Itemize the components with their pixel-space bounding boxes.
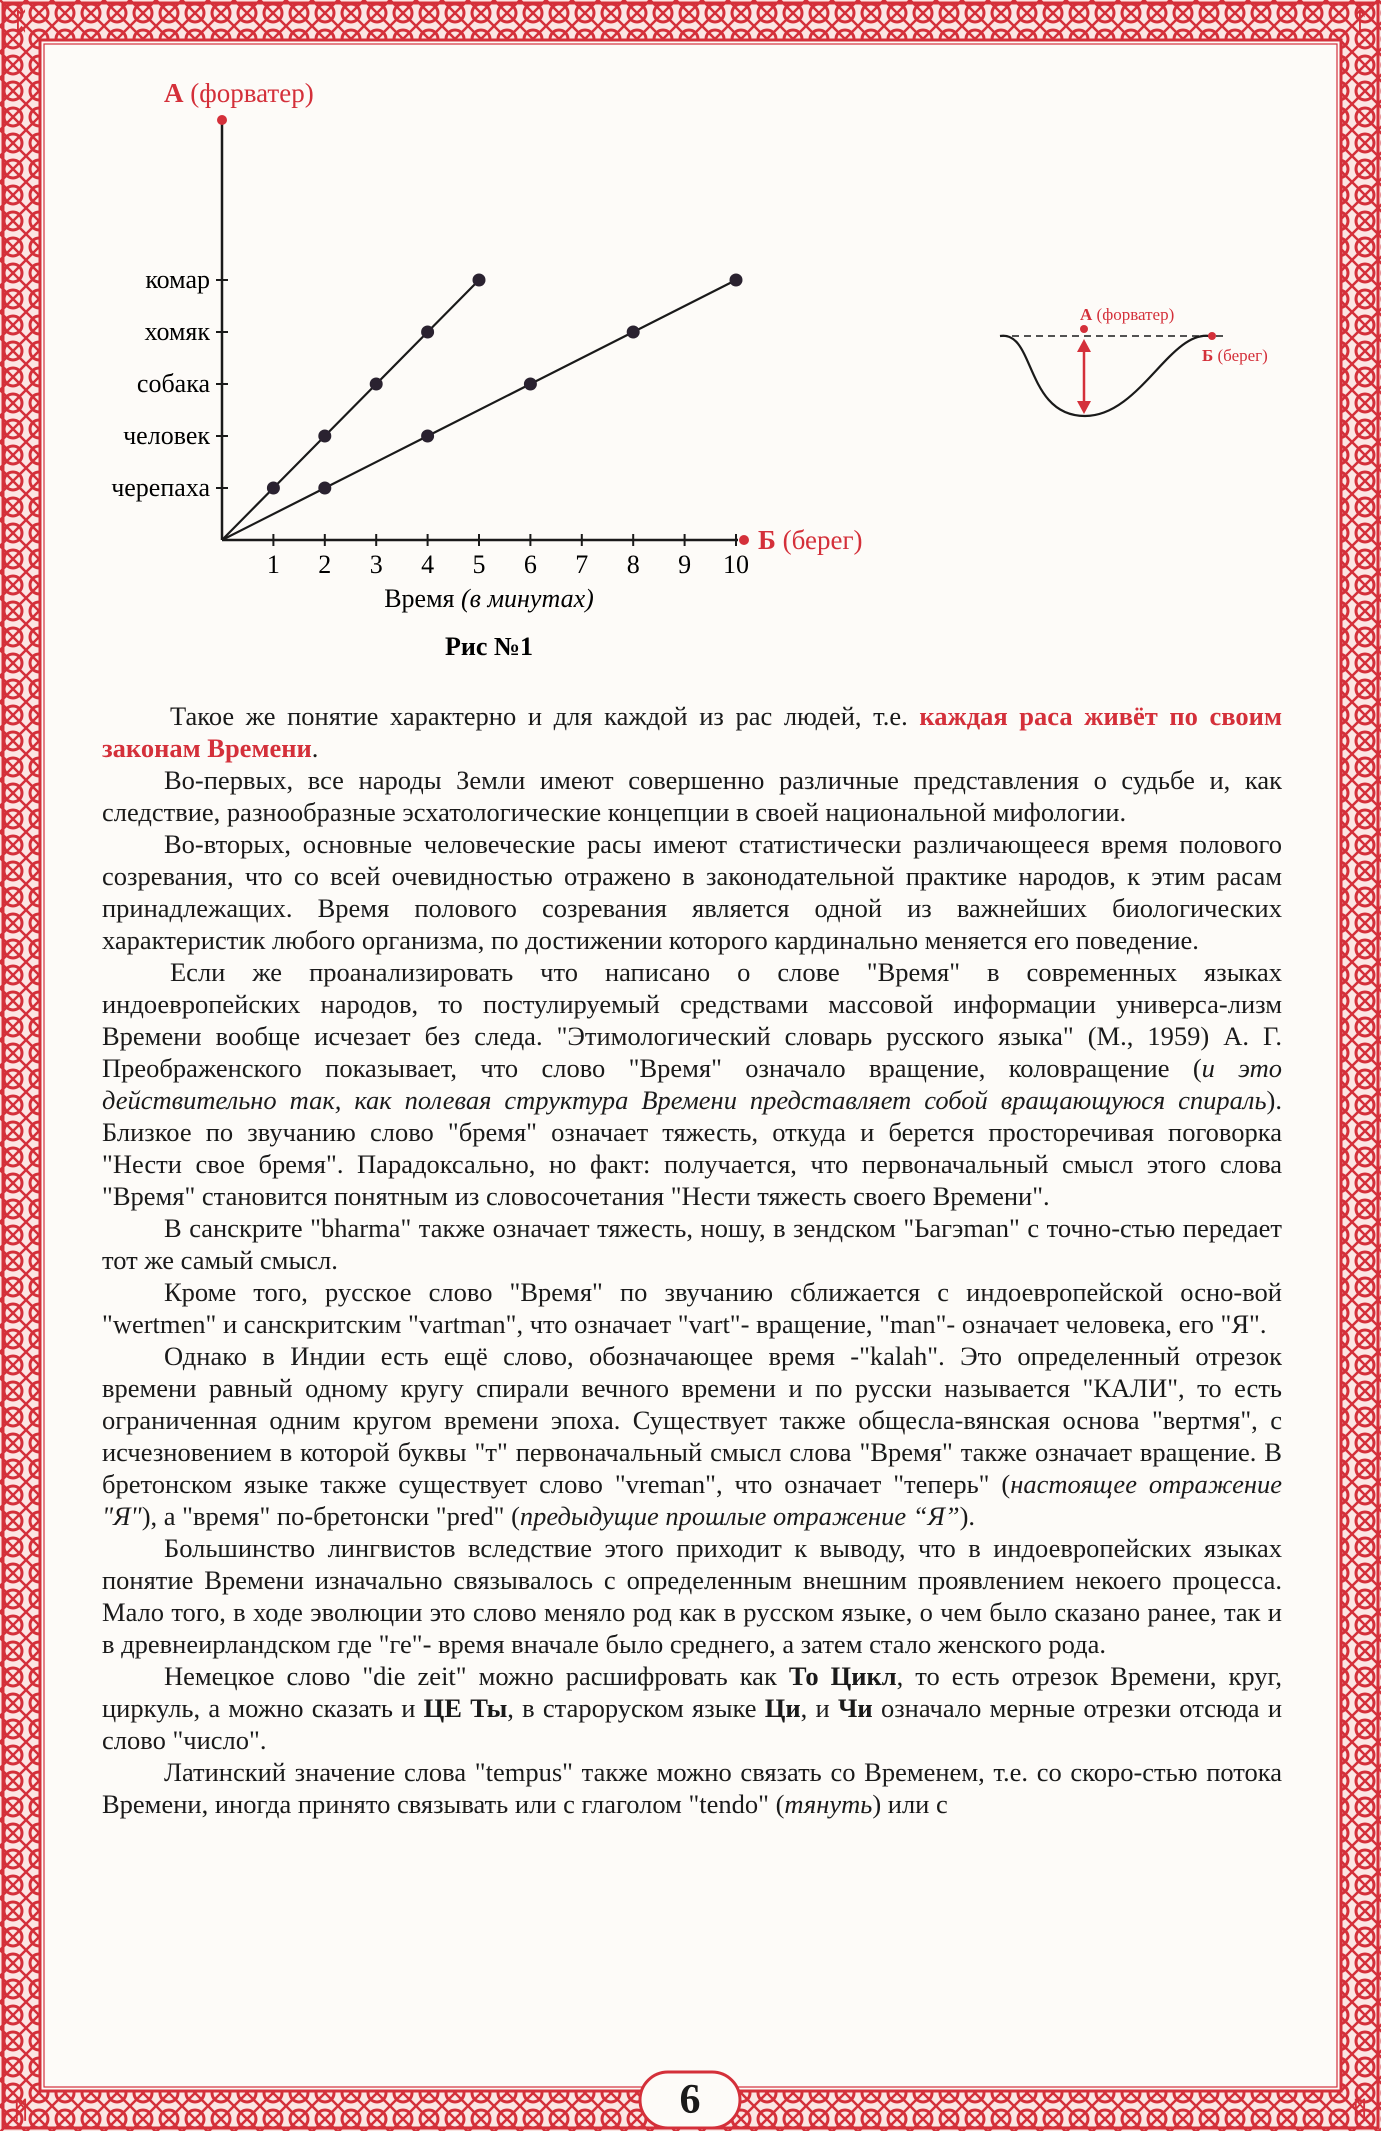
- paragraph-10: [102, 1756, 1282, 1820]
- data-point: [421, 326, 434, 339]
- text-run: Чи: [837, 1693, 873, 1723]
- x-axis-end-label: [758, 525, 863, 555]
- text-run: ). Близкое по звучанию слово "бремя" означает тяжесть, откуда и берется просторечивая поговорка "Нести свое бремя". Парадоксально, но факт: получается, что первоначальный смысл этого слова "Время" становится понятным из словосочетания "Нести тяжесть своего Времени".: [102, 1085, 1282, 1211]
- text-run: и это действительно так, как полевая структура Времени представляет собой вращающуюся спираль: [102, 1053, 1282, 1115]
- paragraph-1: [102, 700, 1282, 764]
- x-tick-label: 5: [472, 550, 486, 579]
- data-point: [730, 274, 743, 287]
- paragraph-8: [102, 1532, 1282, 1660]
- inset-label-b-letter: Б: [1202, 346, 1214, 365]
- y-tick-label: черепаха: [111, 473, 210, 502]
- text-run: Если же проанализировать что написано о слове "Время" в современных языках индоевропейских народов, то постулируемый средствами массовой информации универса-лизм Времени вообще исчезает без следа. "Этимологический словарь русского языка" (М., 1959) А. Г. Преображенского показывает, что слово "Время" означало вращение, коловращение (: [102, 957, 1282, 1083]
- x-axis-title-italic: (в минутах): [461, 584, 594, 613]
- data-point: [318, 430, 331, 443]
- x-tick-label: 10: [723, 550, 749, 579]
- text-run: , в староруском языке: [507, 1693, 765, 1723]
- x-tick-label: 9: [678, 550, 692, 579]
- inset-label-a-letter: А: [1080, 305, 1093, 324]
- x-tick-label: 6: [523, 550, 537, 579]
- text-run: Латинский значение слова "tempus" также можно связать со Временем, т.е. со скоро-стью потока Времени, иногда принято связывать или с глаголом "tendo" (: [102, 1757, 1282, 1819]
- inset-label-a: [1080, 305, 1174, 324]
- text-run: Большинство лингвистов вследствие этого приходит к выводу, что в индоевропейских языках понятие Времени изначально связывалось с определенным внешним проявлением некоего процесса. Мало того, в ходе эволюции это слово меняло род как в русском языке, о чем было сказано ранее, так и в древнеирландском где "ге"- время вначале было среднего, а затем стало женского рода.: [102, 1533, 1282, 1659]
- paragraph-2: [102, 764, 1282, 828]
- text-run: ЦЕ Ты: [423, 1693, 508, 1723]
- inset-point-a: [1080, 325, 1088, 333]
- x-axis-title-main: Время: [384, 584, 462, 613]
- text-run: ), а "время" по-бретонски "pred" (: [141, 1501, 520, 1531]
- x-tick-label: 7: [575, 550, 589, 579]
- series-line-line-2: [222, 280, 736, 540]
- figure-caption: Рис №1: [444, 632, 534, 661]
- paragraph-9: [102, 1660, 1282, 1756]
- text-run: Во-первых, все народы Земли имеют совершенно различные представления о судьбе и, как следствие, разнообразные эсхатологические концепции в своей национальной мифологии.: [102, 765, 1282, 827]
- x-tick-label: 4: [421, 550, 435, 579]
- data-point: [370, 378, 383, 391]
- paragraph-6: [102, 1276, 1282, 1340]
- inset-point-b: [1208, 332, 1216, 340]
- paragraph-5: [102, 1212, 1282, 1276]
- data-point: [421, 430, 434, 443]
- corner-rune-bottom-left: ᛗ: [13, 2096, 29, 2124]
- data-point: [627, 326, 640, 339]
- corner-rune-top-left: ᛈ: [13, 7, 29, 35]
- text-run: Ци: [764, 1693, 801, 1723]
- y-axis-end-label: [164, 78, 314, 108]
- x-axis-title: [384, 584, 594, 613]
- paragraph-3: [102, 828, 1282, 956]
- x-axis-end-letter: Б: [758, 525, 776, 555]
- text-run: ) или с: [872, 1789, 948, 1819]
- corner-rune-bottom-right: ᛗ: [1352, 2096, 1368, 2124]
- y-tick-label: человек: [123, 421, 210, 450]
- article-text: [102, 700, 1282, 1820]
- x-tick-label: 2: [318, 550, 332, 579]
- text-run: Немецкое слово "die zeit" можно расшифровать как: [164, 1661, 789, 1691]
- y-tick-label: хомяк: [144, 317, 210, 346]
- inset-riverbed: [1000, 336, 1210, 416]
- inset-label-b-text: (берег): [1213, 346, 1268, 365]
- data-point: [524, 378, 537, 391]
- paragraph-4: [102, 956, 1282, 1212]
- corner-rune-top-right: ᛏ: [1352, 7, 1368, 35]
- series-line-line-1: [222, 280, 479, 540]
- x-tick-label: 1: [266, 550, 280, 579]
- text-run: Кроме того, русское слово "Время" по звучанию сближается с индоевропейской осно-вой "wertmen" и санскритским "vartman", что означает "vart"- вращение, "man"- означает человека, его "Я".: [102, 1277, 1282, 1339]
- x-tick-label: 3: [369, 550, 383, 579]
- data-point: [318, 482, 331, 495]
- y-axis-end-letter: А: [164, 78, 184, 108]
- inset-label-a-text: (форватер): [1092, 305, 1175, 324]
- text-run: .: [311, 733, 319, 763]
- data-point: [473, 274, 486, 287]
- y-axis-end-dot: [217, 115, 227, 125]
- text-run: ).: [959, 1501, 976, 1531]
- text-run: тянуть: [784, 1789, 873, 1819]
- y-axis-end-text: (форватер): [183, 78, 314, 108]
- text-run: Однако в Индии есть ещё слово, обозначающее время -"kalah". Это определенный отрезок времени равный одному кругу спирали вечного времени и по русски называется "КАЛИ", то есть ограниченная одним кругом времени эпоха. Существует также общесла-вянская основа "вертмя", с исчезновением в которой буквы "т" первоначальный смысл слова "Время" также означает вращение. В бретонском языке также существует слово "vreman", что означает "теперь" (: [102, 1341, 1282, 1499]
- text-run: означало мерные отрезки отсюда и слово "число".: [102, 1693, 1282, 1755]
- text-run: , то есть отрезок Времени, круг, циркуль, а можно сказать и: [102, 1661, 1282, 1723]
- inset-arrow-head-down: [1077, 401, 1091, 414]
- text-run: каждая раса живёт по своим законам Времени: [102, 701, 1282, 763]
- text-run: , и: [800, 1693, 838, 1723]
- x-axis-end-text: (берег): [775, 525, 863, 555]
- text-run: настоящее отражение "Я": [102, 1469, 1282, 1531]
- inset-label-b: [1202, 346, 1268, 365]
- text-run: То Цикл: [788, 1661, 897, 1691]
- inset-arrow-head-up: [1077, 339, 1091, 352]
- text-run: предыдущие прошлые отражение “Я”: [519, 1501, 960, 1531]
- data-point: [267, 482, 280, 495]
- y-tick-label: комар: [145, 265, 210, 294]
- figure-1-chart: [60, 60, 1320, 700]
- y-tick-label: собака: [136, 369, 210, 398]
- paragraph-7: [102, 1340, 1282, 1532]
- x-tick-label: 8: [626, 550, 640, 579]
- x-axis-end-dot: [739, 535, 749, 545]
- page-number: 6: [679, 2077, 701, 2123]
- text-run: В санскрите "bharma" также означает тяжесть, ношу, в зендском "Ьагэman" с точно-стью передает тот же самый смысл.: [102, 1213, 1282, 1275]
- text-run: Такое же понятие характерно и для каждой из рас людей, т.е.: [170, 701, 920, 731]
- text-run: Во-вторых, основные человеческие расы имеют статистически различающееся время полового созревания, что со всей очевидностью отражено в законодательной практике народов, к этим расам принадлежащих. Время полового созревания является одной из важнейших биологических характеристик любого организма, по достижении которого кардинально меняется его поведение.: [102, 829, 1282, 955]
